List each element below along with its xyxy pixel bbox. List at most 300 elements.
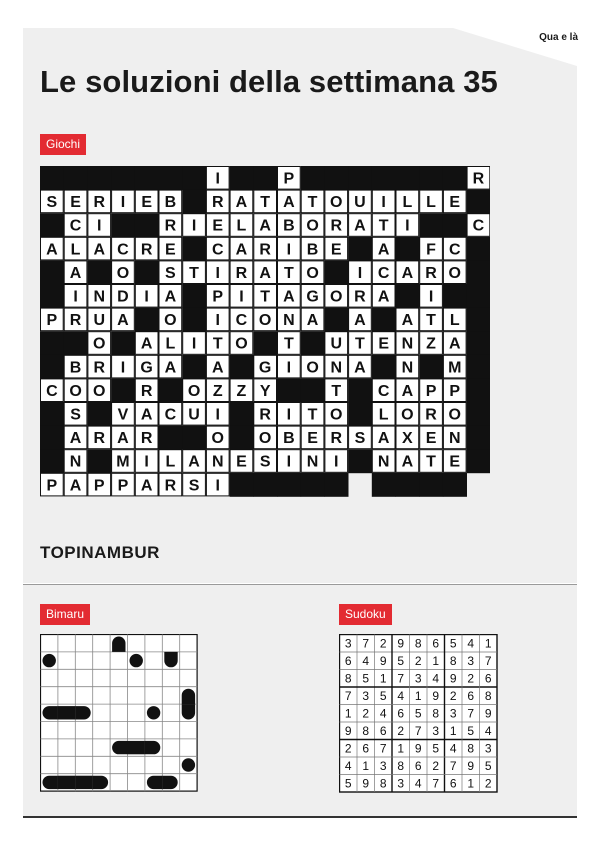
black-cell [40, 331, 64, 355]
letter: I [215, 406, 220, 424]
sudoku-digit: 8 [484, 689, 492, 703]
letter: A [140, 406, 153, 424]
black-cell [40, 260, 64, 284]
letter: A [69, 477, 82, 495]
letter: R [259, 406, 271, 424]
letter: L [402, 194, 413, 212]
letter: A [117, 430, 129, 448]
sudoku-digit: 5 [432, 741, 440, 756]
letter: O [330, 406, 343, 424]
letter: E [165, 241, 176, 259]
letter: A [117, 312, 129, 330]
letter: R [140, 430, 153, 448]
letter: O [164, 312, 177, 330]
letter: E [449, 453, 461, 471]
letter: I [334, 453, 339, 471]
sudoku-digit: 8 [414, 636, 422, 651]
letter: A [377, 288, 390, 306]
letter: S [259, 453, 271, 471]
letter: O [258, 430, 272, 448]
letter: D [117, 288, 129, 306]
letter: T [260, 194, 271, 212]
letter: R [164, 217, 177, 235]
sudoku-digit: 7 [379, 741, 387, 756]
sudoku-digit: 7 [344, 689, 352, 703]
black-cell [277, 473, 301, 497]
letter: R [354, 288, 366, 306]
sudoku-digit: 9 [467, 759, 475, 773]
letter: Y [259, 382, 271, 400]
black-cell [159, 166, 183, 190]
ship-end-right [75, 706, 90, 719]
letter: O [235, 335, 248, 353]
sudoku-digit: 9 [449, 671, 457, 686]
section-label: Qua e là [539, 32, 578, 43]
letter: C [448, 241, 461, 259]
ship-end-right [162, 776, 177, 789]
letter: O [448, 406, 461, 424]
black-cell [324, 166, 348, 190]
letter: I [428, 288, 434, 306]
black-cell [230, 402, 254, 426]
letter: T [212, 335, 223, 353]
black-cell [348, 402, 372, 426]
letter: L [165, 335, 176, 353]
black-cell [443, 166, 467, 190]
black-cell [467, 190, 490, 214]
black-cell [467, 308, 490, 332]
black-cell [301, 378, 325, 402]
sudoku-solution-grid [339, 634, 499, 794]
letter: O [330, 288, 343, 306]
letter: I [120, 359, 126, 377]
black-cell [135, 213, 159, 237]
ship-end-top [182, 689, 195, 704]
sudoku-digit: 1 [397, 741, 405, 756]
letter: R [164, 477, 177, 495]
letter: S [46, 194, 58, 212]
ship-end-bottom [182, 704, 195, 719]
letter: A [164, 359, 177, 377]
black-cell [111, 213, 135, 237]
black-cell [443, 473, 467, 497]
letter: A [377, 430, 390, 448]
letter: O [306, 359, 319, 377]
letter: A [283, 288, 295, 306]
sudoku-digit: 7 [432, 776, 440, 791]
letter: A [401, 312, 414, 330]
letter: N [93, 288, 106, 306]
letter: A [69, 264, 82, 282]
letter: G [306, 288, 319, 306]
black-cell [301, 331, 325, 355]
letter: I [286, 453, 292, 471]
sudoku-digit: 3 [449, 706, 457, 721]
letter: L [236, 217, 247, 235]
letter: P [283, 170, 295, 188]
sudoku-digit: 3 [397, 776, 405, 791]
letter: E [378, 335, 389, 353]
letter: R [211, 194, 224, 212]
puzzle-answer: TOPINAMBUR [40, 543, 160, 562]
sudoku-digit: 8 [379, 776, 387, 791]
letter: O [69, 382, 82, 400]
letter: N [69, 453, 82, 471]
letter: O [116, 264, 130, 282]
letter: P [425, 382, 437, 400]
letter: R [472, 170, 485, 188]
sudoku-digit: 9 [414, 741, 422, 756]
black-cell [396, 473, 420, 497]
black-cell [301, 473, 325, 497]
sudoku-digit: 5 [449, 636, 457, 651]
ship-end-left [112, 741, 127, 754]
black-cell [135, 260, 159, 284]
ship-end-left [42, 776, 57, 789]
black-cell [40, 166, 64, 190]
letter: A [46, 241, 58, 259]
letter: P [212, 288, 224, 306]
letter: R [330, 430, 343, 448]
letter: A [164, 288, 177, 306]
black-cell [87, 402, 111, 426]
black-cell [443, 284, 467, 308]
sudoku-digit: 4 [449, 741, 457, 756]
black-cell [324, 260, 348, 284]
letter: I [120, 194, 126, 212]
black-cell [253, 166, 277, 190]
black-cell [467, 355, 490, 379]
letter: O [306, 264, 319, 282]
sudoku-digit: 8 [397, 759, 405, 773]
sudoku-digit: 6 [449, 776, 457, 791]
letter: N [283, 312, 295, 330]
letter: N [211, 453, 224, 471]
letter: L [426, 194, 436, 212]
letter: A [401, 453, 414, 471]
letter: M [116, 453, 130, 471]
black-cell [111, 166, 135, 190]
sudoku-digit: 6 [379, 724, 387, 738]
letter: N [306, 453, 319, 471]
letter: O [93, 335, 106, 353]
black-cell [443, 213, 467, 237]
letter: A [354, 312, 366, 330]
sudoku-digit: 5 [362, 671, 370, 686]
letter: N [448, 430, 461, 448]
sudoku-digit: 5 [484, 759, 492, 773]
letter: C [117, 241, 129, 259]
sudoku-digit: 6 [432, 636, 440, 651]
letter: L [165, 453, 176, 471]
sudoku-digit: 3 [362, 689, 370, 703]
sudoku-digit: 8 [362, 724, 370, 738]
sudoku-digit: 5 [344, 776, 352, 791]
letter: I [286, 241, 292, 259]
letter: G [140, 359, 153, 377]
bimaru-solution-grid [40, 634, 200, 794]
black-cell [87, 166, 111, 190]
letter: N [401, 335, 414, 353]
letter: O [93, 382, 106, 400]
black-cell [253, 473, 277, 497]
sudoku-digit: 4 [344, 759, 352, 773]
black-cell [64, 331, 88, 355]
letter: A [401, 264, 414, 282]
letter: L [449, 312, 460, 330]
letter: V [117, 406, 129, 424]
sudoku-digit: 3 [467, 654, 475, 668]
letter: C [69, 217, 82, 235]
letter: B [164, 194, 177, 212]
letter: A [306, 312, 319, 330]
sudoku-digit: 7 [467, 706, 475, 721]
black-cell [467, 331, 490, 355]
letter: I [73, 288, 78, 306]
black-cell [467, 426, 490, 450]
letter: A [354, 359, 366, 377]
letter: R [93, 430, 106, 448]
sudoku-digit: 8 [449, 654, 457, 668]
black-cell [348, 449, 372, 473]
sudoku-digit: 4 [397, 689, 405, 703]
ship-single [147, 706, 160, 719]
ship-end-bottom [164, 652, 177, 667]
letter: R [259, 241, 271, 259]
letter: I [381, 194, 386, 212]
sudoku-digit: 3 [484, 741, 492, 756]
black-cell [277, 378, 301, 402]
sudoku-digit: 5 [379, 689, 387, 703]
black-cell [467, 449, 490, 473]
letter: U [330, 335, 343, 353]
sudoku-digit: 6 [397, 706, 405, 721]
black-cell [40, 426, 64, 450]
black-cell [87, 449, 111, 473]
letter: E [425, 430, 437, 448]
sudoku-digit: 1 [467, 776, 475, 791]
letter: A [448, 335, 461, 353]
letter: E [141, 194, 152, 212]
sudoku-tag: Sudoku [339, 604, 392, 625]
letter: C [164, 406, 177, 424]
sudoku-digit: 9 [484, 706, 492, 721]
black-cell [372, 166, 396, 190]
black-cell [182, 355, 206, 379]
sudoku-digit: 1 [362, 759, 370, 773]
letter: C [377, 382, 390, 400]
ship-single [182, 758, 195, 771]
letter: P [117, 477, 129, 495]
black-cell [372, 308, 396, 332]
black-cell [40, 449, 64, 473]
black-cell [372, 473, 396, 497]
ship-middle [58, 706, 75, 719]
black-cell [301, 166, 325, 190]
black-cell [324, 308, 348, 332]
sudoku-digit: 2 [414, 654, 422, 668]
sudoku-digit: 2 [432, 759, 440, 773]
letter: T [307, 406, 318, 424]
letter: B [283, 217, 295, 235]
letter: A [354, 217, 366, 235]
black-cell [111, 378, 135, 402]
ship-end-left [43, 706, 58, 719]
sudoku-digit: 2 [379, 636, 387, 651]
letter: B [283, 430, 295, 448]
black-cell [396, 237, 420, 261]
letter: P [46, 477, 58, 495]
sudoku-digit: 2 [397, 724, 405, 738]
letter: E [236, 453, 247, 471]
letter: O [187, 382, 201, 400]
letter: T [307, 194, 318, 212]
letter: L [70, 241, 81, 259]
sudoku-digit: 2 [449, 689, 457, 703]
letter: I [191, 335, 197, 353]
ship-single [130, 654, 143, 667]
sudoku-digit: 6 [484, 671, 492, 686]
black-cell [467, 378, 490, 402]
letter: E [449, 194, 461, 212]
black-cell [230, 426, 254, 450]
sudoku-digit: 8 [467, 741, 475, 756]
sudoku-digit: 6 [344, 654, 352, 668]
ship-single [43, 654, 56, 667]
sudoku-digit: 1 [449, 724, 457, 738]
letter: P [46, 312, 58, 330]
black-cell [230, 355, 254, 379]
letter: I [286, 359, 292, 377]
letter: T [331, 382, 342, 400]
letter: A [259, 264, 271, 282]
letter: A [93, 241, 106, 259]
letter: A [377, 241, 390, 259]
letter: I [215, 312, 220, 330]
black-cell [230, 473, 254, 497]
letter: I [144, 288, 149, 306]
letter: U [354, 194, 366, 212]
black-cell [467, 402, 490, 426]
letter: L [378, 406, 389, 424]
ship-middle [75, 776, 92, 789]
letter: S [70, 406, 81, 424]
letter: C [377, 264, 390, 282]
sudoku-digit: 8 [432, 706, 440, 721]
section-divider [23, 584, 577, 585]
letter: O [258, 312, 272, 330]
bottom-rule [23, 816, 577, 818]
letter: R [425, 406, 437, 424]
letter: T [189, 264, 199, 282]
letter: B [306, 241, 319, 259]
letter: S [188, 477, 200, 495]
sudoku-digit: 5 [467, 724, 475, 738]
sudoku-digit: 4 [484, 724, 492, 738]
letter: C [211, 241, 224, 259]
black-cell [419, 355, 443, 379]
black-cell [40, 402, 64, 426]
letter: R [140, 382, 153, 400]
sudoku-digit: 9 [362, 776, 370, 791]
sudoku-digit: 6 [467, 689, 475, 703]
black-cell [40, 284, 64, 308]
crossword-solution-grid [40, 166, 490, 526]
sudoku-digit: 2 [362, 706, 370, 721]
letter: C [235, 312, 248, 330]
letter: E [330, 241, 342, 259]
black-cell [419, 213, 443, 237]
letter: T [260, 288, 271, 306]
letter: O [211, 430, 224, 448]
sudoku-digit: 7 [484, 654, 492, 668]
letter: A [211, 359, 224, 377]
letter: I [215, 170, 220, 188]
letter: A [140, 477, 153, 495]
letter: R [235, 264, 248, 282]
letter: I [215, 264, 220, 282]
letter: A [140, 335, 153, 353]
letter: I [97, 217, 102, 235]
letter: A [259, 217, 271, 235]
letter: Z [236, 382, 247, 400]
black-cell [324, 473, 348, 497]
letter: E [70, 194, 81, 212]
sudoku-digit: 4 [432, 671, 440, 686]
letter: N [377, 453, 390, 471]
letter: A [283, 194, 295, 212]
letter: R [69, 312, 82, 330]
sudoku-digit: 4 [414, 776, 422, 791]
letter: T [426, 453, 436, 471]
ship-end-right [145, 741, 160, 754]
letter: I [191, 217, 197, 235]
sudoku-digit: 9 [379, 654, 387, 668]
black-cell [182, 284, 206, 308]
ship-end-left [147, 776, 162, 789]
black-cell [87, 260, 111, 284]
black-cell [253, 331, 277, 355]
ship-end-top [112, 637, 125, 652]
letter: T [378, 217, 389, 235]
black-cell [348, 237, 372, 261]
letter: O [306, 217, 319, 235]
black-cell [182, 237, 206, 261]
letter: U [188, 406, 200, 424]
sudoku-digit: 4 [379, 706, 387, 721]
sudoku-digit: 2 [467, 671, 475, 686]
letter: C [46, 382, 58, 400]
sudoku-digit: 1 [379, 671, 387, 686]
letter: C [472, 217, 485, 235]
sudoku-digit: 6 [362, 741, 370, 756]
letter: E [307, 430, 318, 448]
letter: E [212, 217, 224, 235]
black-cell [396, 284, 420, 308]
sudoku-digit: 1 [432, 654, 440, 668]
letter: O [448, 264, 461, 282]
black-cell [419, 473, 443, 497]
sudoku-digit: 1 [484, 636, 492, 651]
letter: R [93, 359, 106, 377]
letter: Z [426, 335, 436, 353]
letter: T [355, 335, 365, 353]
black-cell [182, 308, 206, 332]
letter: A [69, 430, 82, 448]
sudoku-digit: 3 [379, 759, 387, 773]
letter: R [425, 264, 437, 282]
black-cell [182, 190, 206, 214]
